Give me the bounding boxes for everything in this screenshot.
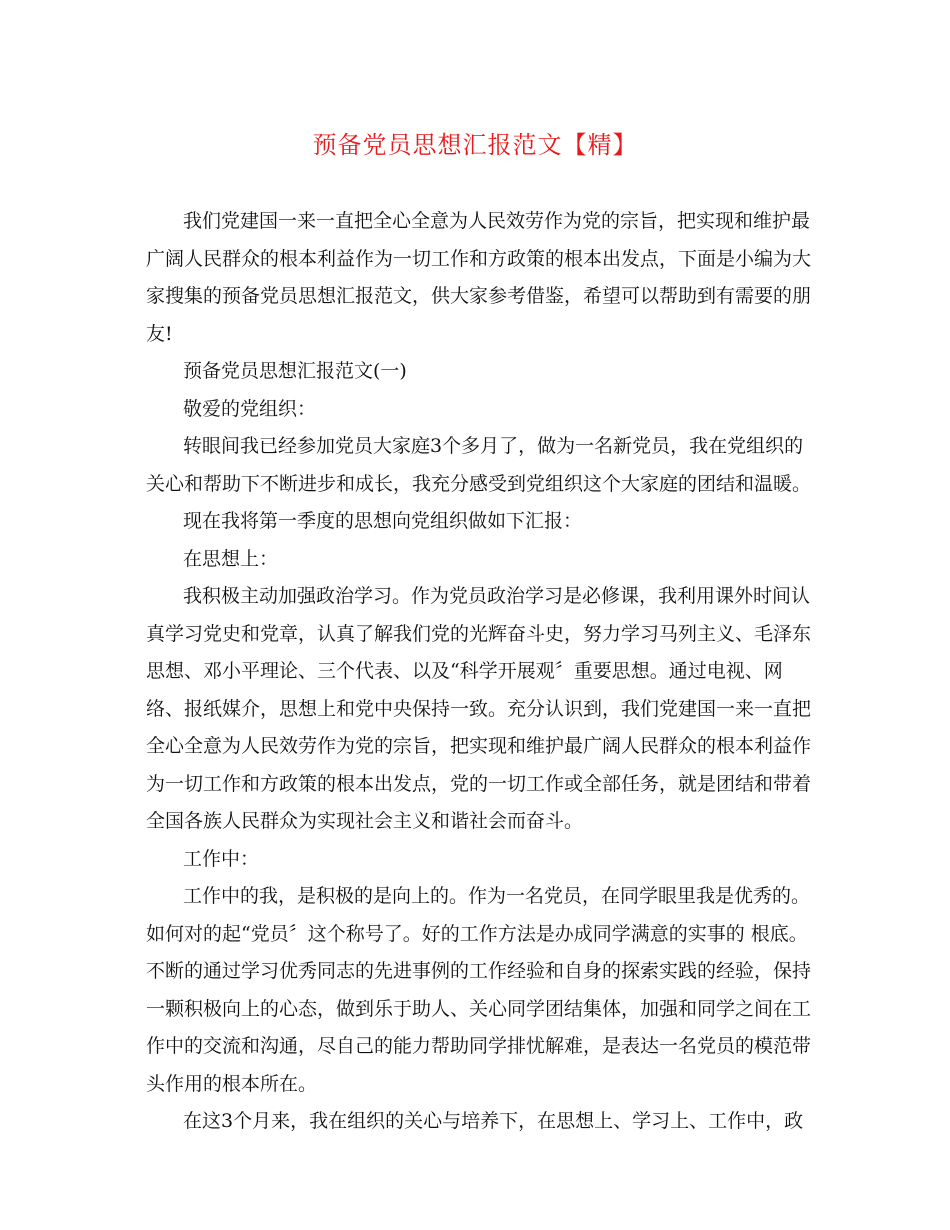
paragraph-line: 如何对的起“党员〞这个称号了。好的工作方法是办成同学满意的实事的 根底。 bbox=[146, 922, 808, 945]
paragraph-line: 为一切工作和方政策的根本出发点，党的一切工作或全部任务，就是团结和带着 bbox=[146, 772, 812, 795]
paragraph-line: 头作用的根本所在。 bbox=[146, 1072, 318, 1095]
paragraph-line: 我们党建国一来一直把全心全意为人民效劳作为党的宗旨，把实现和维护最 bbox=[183, 210, 811, 232]
paragraph-line: 广阔人民群众的根本利益作为一切工作和方政策的根本出发点，下面是小编为大 bbox=[146, 247, 812, 270]
document-title: 预备党员思想汇报范文【精】 bbox=[312, 131, 638, 159]
paragraph-line: 现在我将第一季度的思想向党组织做如下汇报： bbox=[183, 510, 583, 532]
paragraph-line: 在思想上： bbox=[183, 547, 279, 570]
paragraph-line: 作中的交流和沟通，尽自己的能力帮助同学排忧解难，是表达一名党员的模范带 bbox=[146, 1035, 812, 1057]
paragraph-line: 关心和帮助下不断进步和成长，我充分感受到党组织这个大家庭的团结和温暖。 bbox=[146, 472, 812, 495]
paragraph-line: 一颗积极向上的心态，做到乐于助人、关心同学团结集体，加强和同学之间在工 bbox=[146, 997, 812, 1020]
paragraph-line: 在这3个月来，我在组织的关心与培养下，在思想上、学习上、工作中，政 bbox=[183, 1110, 804, 1132]
paragraph-line: 真学习党史和党章，认真了解我们党的光辉奋斗史，努力学习马列主义、毛泽东 bbox=[146, 622, 812, 645]
paragraph-line: 思想、邓小平理论、三个代表、以及“科学开展观〞重要思想。通过电视、网 bbox=[146, 660, 783, 682]
paragraph-line: 全心全意为人民效劳作为党的宗旨，把实现和维护最广阔人民群众的根本利益作 bbox=[146, 735, 812, 757]
document-body bbox=[146, 203, 812, 1141]
paragraph-line: 敬爱的党组织： bbox=[183, 397, 317, 420]
paragraph-line: 家搜集的预备党员思想汇报范文，供大家参考借鉴，希望可以帮助到有需要的朋 bbox=[146, 285, 812, 307]
paragraph-line: 我积极主动加强政治学习。作为党员政治学习是必修课，我利用课外时间认 bbox=[183, 585, 811, 607]
paragraph-line: 络、报纸媒介，思想上和党中央保持一致。充分认识到，我们党建国一来一直把 bbox=[146, 697, 812, 720]
paragraph-line: 全国各族人民群众为实现社会主义和谐社会而奋斗。 bbox=[146, 810, 584, 832]
paragraph-line: 友! bbox=[146, 322, 173, 345]
paragraph-line: 工作中的我，是积极的是向上的。作为一名党员，在同学眼里我是优秀的。 bbox=[183, 885, 811, 907]
paragraph-line: 工作中： bbox=[183, 847, 260, 870]
paragraph-line: 预备党员思想汇报范文(一) bbox=[183, 360, 407, 382]
paragraph-line: 不断的通过学习优秀同志的先进事例的工作经验和自身的探索实践的经验，保持 bbox=[146, 960, 812, 982]
paragraph-line: 转眼间我已经参加党员大家庭3个多月了，做为一名新党员，我在党组织的 bbox=[183, 435, 804, 457]
